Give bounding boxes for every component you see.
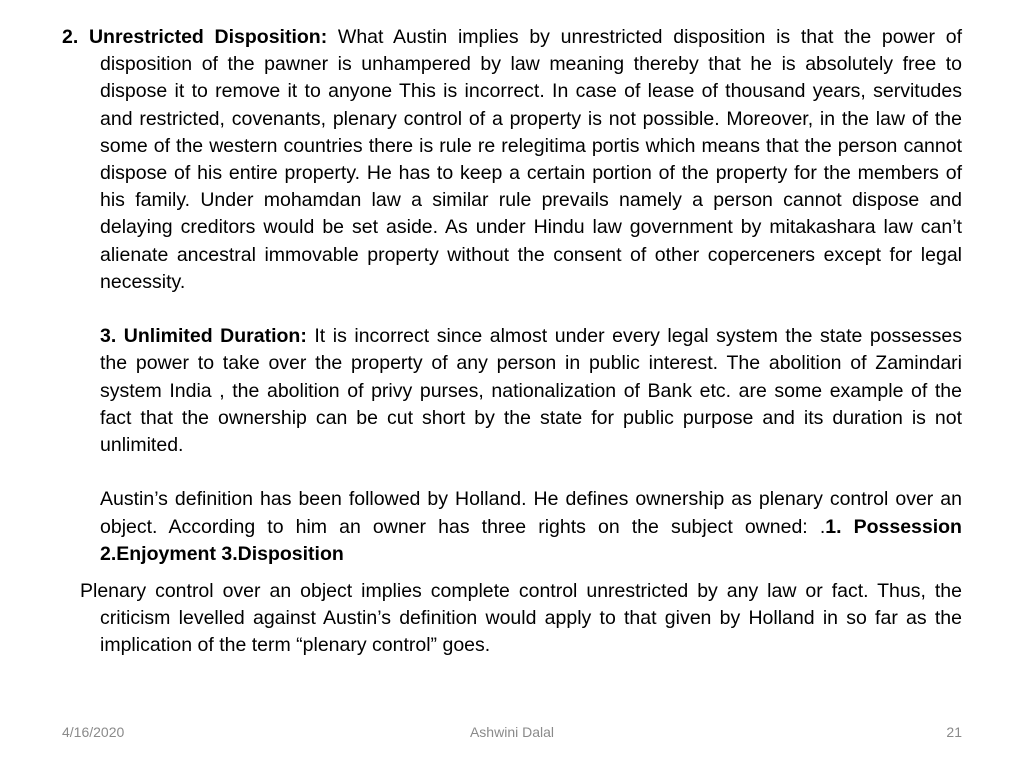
paragraph-unrestricted-disposition	[62, 24, 962, 296]
spacer	[62, 568, 962, 578]
text-unrestricted-disposition: What Austin implies by unrestricted disposition is that the power of disposition of the pawner is unhampered by law meaning thereby that he is absolutely free to dispose it to remove it to anyone This is incorrect. In case of lease of thousand years, servitudes and restricted, covenants, plenary control of a property is not possible. Moreover, in the law of the some of the western countries there is rule re relegitima portis which means that the person cannot dispose of his entire property. He has to keep a certain portion of the property for the members of his family. Under mohamdan law a similar rule prevails namely a person cannot dispose and delaying creditors would be set aside. As under Hindu law government by mitakashara law can’t alienate ancestral immovable property without the consent of other coperceners except for legal necessity.	[100, 26, 962, 293]
paragraph-unlimited-duration	[62, 323, 962, 459]
footer-date: 4/16/2020	[62, 724, 125, 740]
heading-unrestricted-disposition: 2. Unrestricted Disposition:	[62, 26, 328, 48]
heading-unlimited-duration: 3. Unlimited Duration:	[100, 325, 307, 348]
footer-page-number: 21	[946, 724, 962, 740]
text-holland-definition: Austin’s definition has been followed by Holland. He defines ownership as plenary control over an object. According to him an owner has three rights on the subject owned: .	[100, 488, 962, 538]
paragraph-holland-definition	[62, 486, 962, 568]
spacer	[62, 296, 962, 323]
paragraph-plenary-control	[62, 578, 962, 660]
footer-author: Ashwini Dalal	[469, 724, 555, 740]
slide-content	[62, 24, 962, 660]
spacer	[62, 459, 962, 486]
text-unlimited-duration: It is incorrect since almost under every legal system the state possesses the power to take over the property of any person in public interest. The abolition of Zamindari system India , the abolition of privy purses, nationalization of Bank etc. are some example of the fact that the ownership can be cut short by the state for public purpose and its duration is not unlimited.	[100, 325, 963, 457]
text-plenary-control: Plenary control over an object implies complete control unrestricted by any law or fact. Thus, the criticism levelled against Austin’s definition would apply to that given by Holland in so far as the implication of the term “plenary control” goes.	[80, 580, 962, 657]
rights-list: 1. Possession 2.Enjoyment 3.Disposition	[100, 515, 962, 565]
